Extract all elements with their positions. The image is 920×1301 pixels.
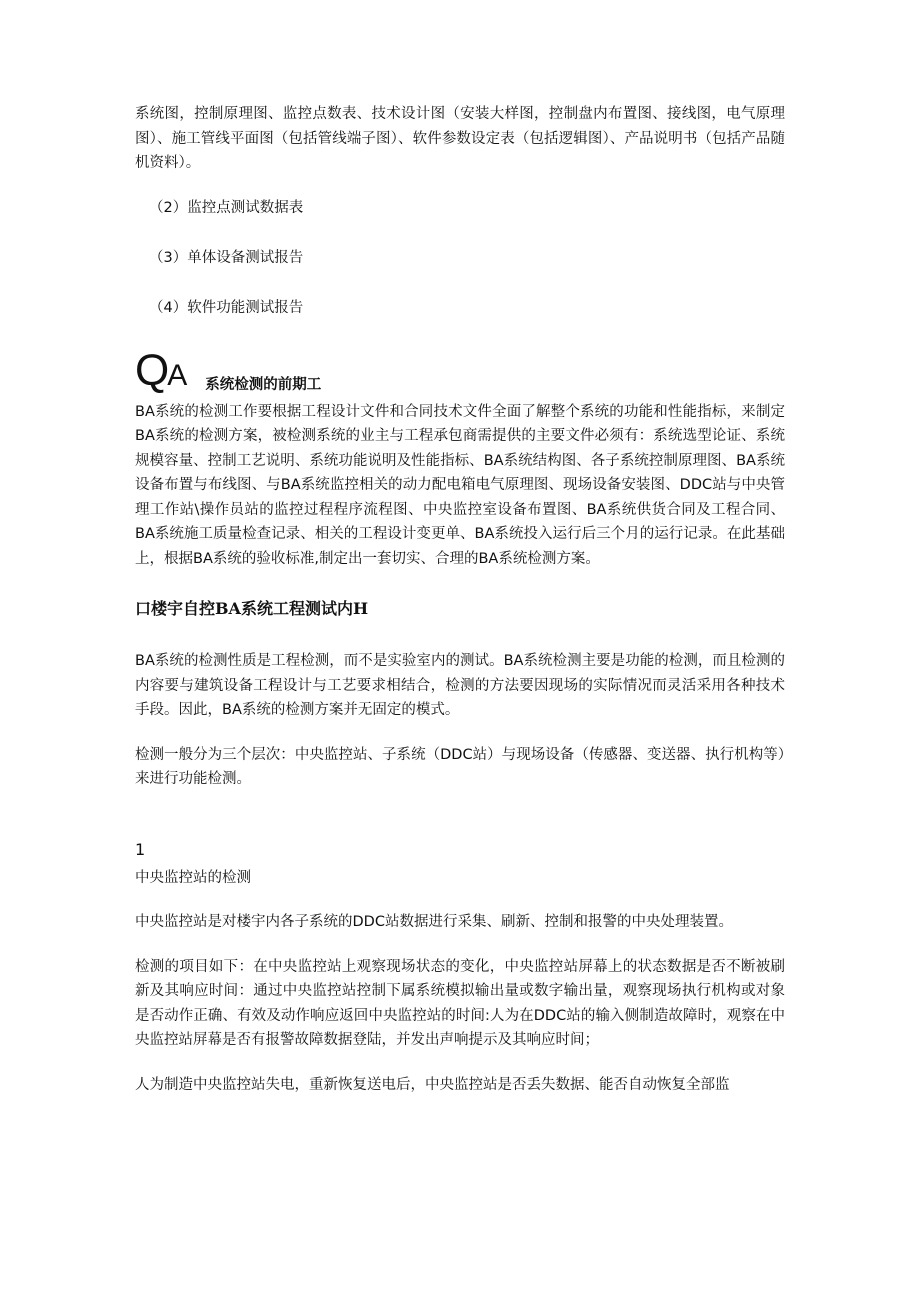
qa-mark xyxy=(135,345,188,396)
qa-heading xyxy=(135,345,785,396)
list-item: （2）监控点测试数据表 xyxy=(149,199,304,216)
qa-mark-q: Q xyxy=(135,345,168,395)
list-item: （4）软件功能测试报告 xyxy=(149,299,304,316)
section-heading: 口楼宇自控BA系统工程测试内H xyxy=(135,599,369,618)
central-definition-paragraph: 中央监控站是对楼宇内各子系统的DDC站数据进行采集、刷新、控制和报警的中央处理装置。 xyxy=(135,914,733,930)
levels-paragraph: 检测一般分为三个层次：中央监控站、子系统（DDC站）与现场设备（传感器、变送器、执行机构等）来进行功能检测。 xyxy=(135,746,785,787)
test-report-list xyxy=(135,196,785,320)
qa-mark-a: A xyxy=(167,358,188,392)
document-page xyxy=(135,100,785,1097)
intro-paragraph: 系统图，控制原理图、监控点数表、技术设计图（安装大样图，控制盘内布置图、接线图，电气原理图）、施工管线平面图（包括管线端子图）、软件参数设定表（包括逻辑图）、产品说明书（包括产品随机资料）。 xyxy=(135,106,785,171)
subsection-title: 中央监控站的检测 xyxy=(135,869,251,886)
pre-work-paragraph: BA系统的检测工作要根据工程设计文件和合同技术文件全面了解整个系统的功能和性能指标，来制定BA系统的检测方案，被检测系统的业主与工程承包商需提供的主要文件必须有：系统选型论证、系统规模容量、控制工艺说明、系统功能说明及性能指标、BA系统结构图、各子系统控制原理图、BA系统设备布置与布线图、与BA系统监控相关的动力配电箱电气原理图、现场设备安装图、DDC站与中央管理工作站\操作员站的监控过程程序流程图、中央监控室设备布置图、BA系统供货合同及工程合同、BA系统施工质量检查记录、相关的工程设计变更单、BA系统投入运行后三个月的运行记录。在此基础上，根据BA系统的验收标准,制定出一套切实、合理的BA系统检测方案。 xyxy=(135,403,785,567)
subsection-number: 1 xyxy=(135,839,146,859)
power-loss-paragraph: 人为制造中央监控站失电，重新恢复送电后，中央监控站是否丢失数据、能否自动恢复全部监 xyxy=(135,1076,730,1093)
nature-paragraph: BA系统的检测性质是工程检测，而不是实验室内的测试。BA系统检测主要是功能的检测，而且检测的内容要与建筑设备工程设计与工艺要求相结合，检测的方法要因现场的实际情况而灵活采用各种技术手段。因此，BA系统的检测方案并无固定的模式。 xyxy=(135,653,785,718)
qa-title: 系统检测的前期工 xyxy=(205,376,322,393)
detection-items-paragraph: 检测的项目如下：在中央监控站上观察现场状态的变化，中央监控站屏幕上的状态数据是否不断被刷新及其响应时间：通过中央监控站控制下属系统模拟输出量或数字输出量，观察现场执行机构或对象是否动作正确、有效及动作响应返回中央监控站的时间:人为在DDC站的输入侧制造故障时，观察在中央监控站屏幕是否有报警故障数据登陆，并发出声响提示及其响应时间； xyxy=(135,958,785,1048)
list-item: （3）单体设备测试报告 xyxy=(149,249,304,266)
